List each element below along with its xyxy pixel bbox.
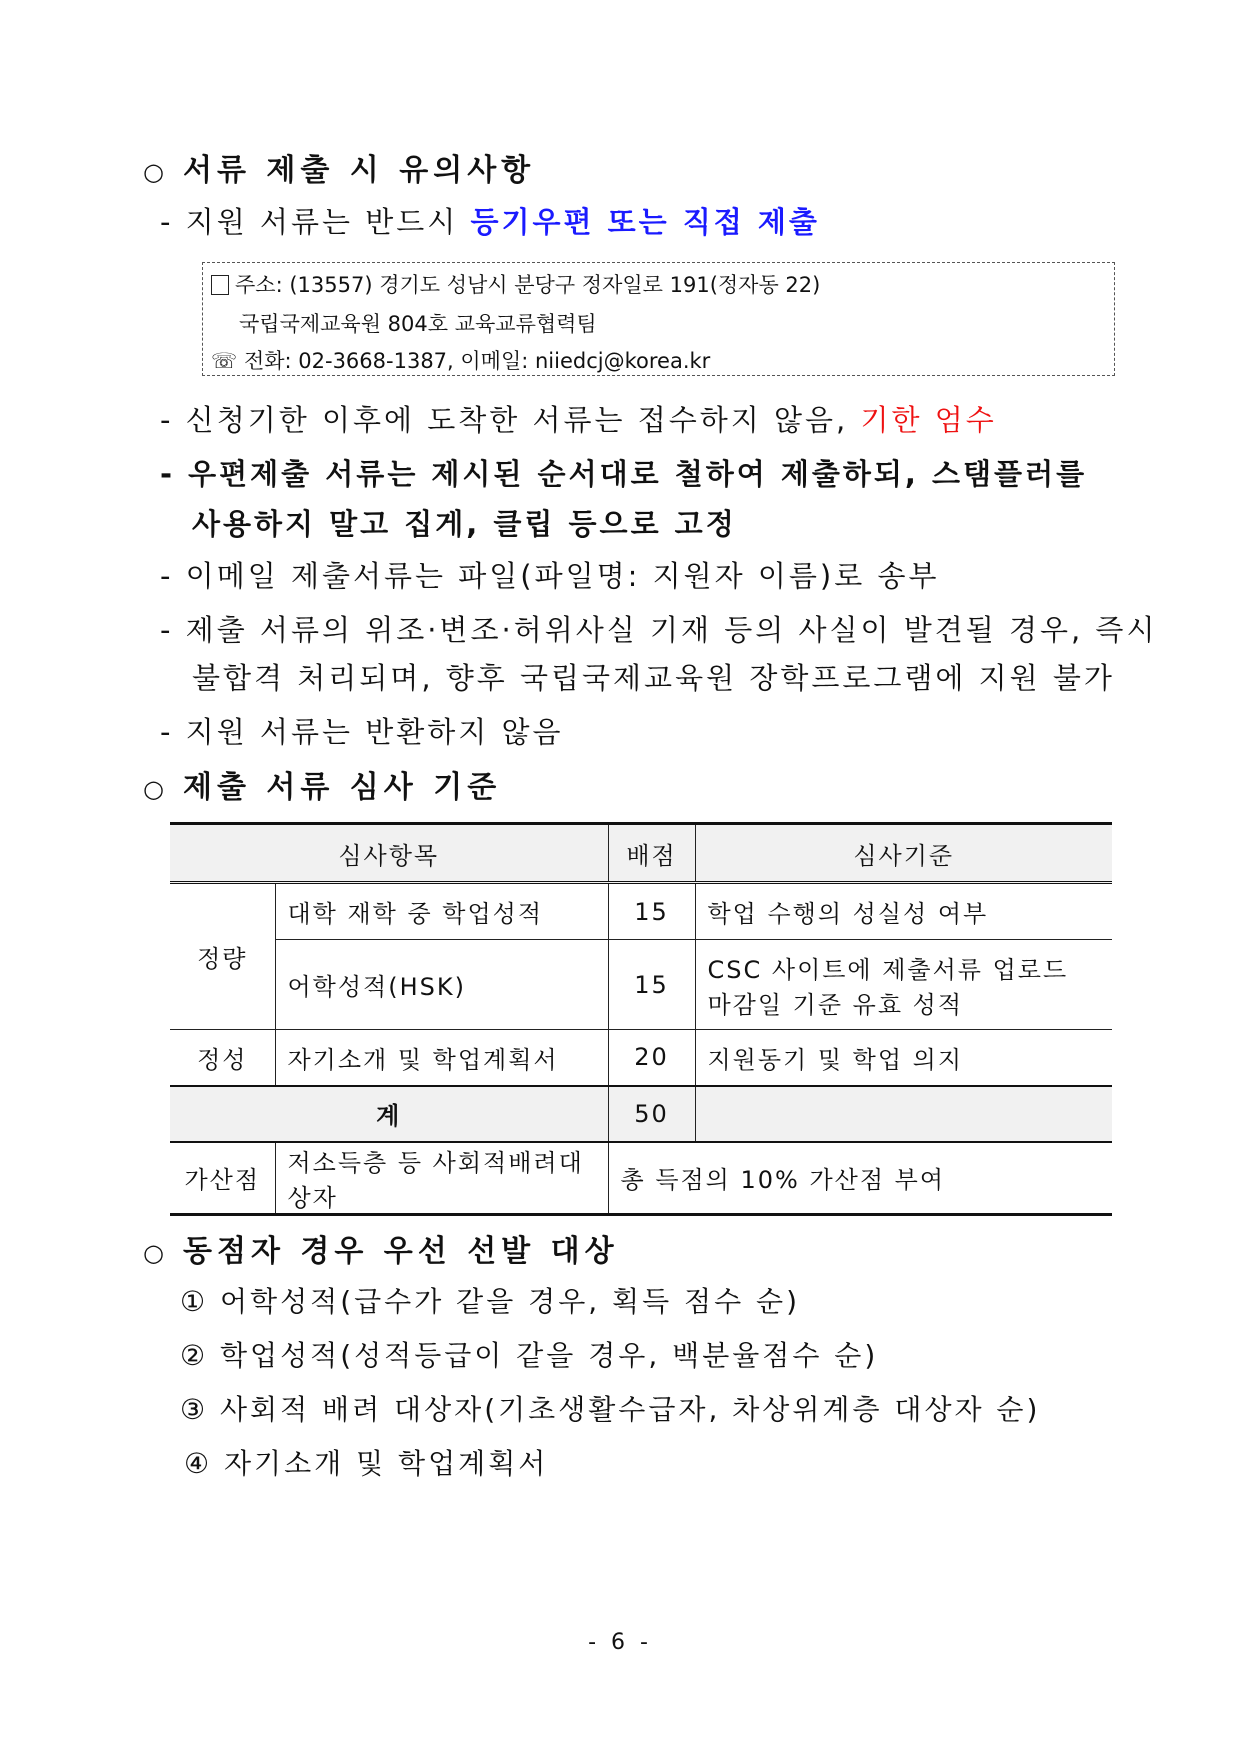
phone-icon: ☏ (211, 349, 238, 373)
row-item: 대학 재학 중 학업성적 (275, 883, 608, 940)
header-score: 배점 (608, 824, 695, 883)
category-qualitative: 정성 (170, 1030, 275, 1086)
total-empty-cell (695, 1086, 1112, 1142)
bullet-circle: ○ (143, 775, 164, 803)
highlight-red: 기한 엄수 (860, 403, 997, 437)
row-score: 20 (608, 1030, 695, 1086)
standard-line: CSC 사이트에 제출서류 업로드 (707, 955, 1069, 984)
row-item: 어학성적(HSK) (275, 940, 608, 1030)
list-item: ① 어학성적(급수가 같을 경우, 획득 점수 순) (180, 1285, 801, 1318)
header-item: 심사항목 (170, 824, 608, 883)
list-item: ③ 사회적 배려 대상자(기초생활수급자, 차상위계층 대상자 순) (180, 1393, 1041, 1426)
standard-line: 마감일 기준 유효 성적 (707, 990, 964, 1019)
address-box (202, 262, 1115, 376)
highlight-blue: 등기우편 또는 직접 제출 (470, 205, 820, 239)
list-item: ④ 자기소개 및 학업계획서 (184, 1447, 549, 1480)
row-standard: 지원동기 및 학업 의지 (695, 1030, 1112, 1086)
bonus-label: 가산점 (170, 1142, 275, 1215)
table-row (170, 940, 1112, 1030)
address-line-1 (211, 269, 820, 299)
category-quantitative: 정량 (170, 883, 275, 1030)
row-item: 자기소개 및 학업계획서 (275, 1030, 608, 1086)
notice-line-submission-method (160, 200, 820, 241)
list-item: ② 학업성적(성적등급이 같을 경우, 백분율점수 순) (180, 1339, 879, 1372)
total-row (170, 1086, 1112, 1142)
section-heading-notice (143, 145, 535, 189)
heading-text: 서류 제출 시 유의사항 (183, 153, 536, 188)
heading-text: 동점자 경우 우선 선발 대상 (183, 1234, 619, 1269)
line-text: - 지원 서류는 반드시 (160, 205, 471, 239)
bonus-row (170, 1142, 1112, 1215)
row-score: 15 (608, 883, 695, 940)
bonus-standard: 총 득점의 10% 가산점 부여 (608, 1142, 1112, 1215)
row-standard: 학업 수행의 성실성 여부 (695, 883, 1112, 940)
notice-line-postal-binding: - 우편제출 서류는 제시된 순서대로 철하여 제출하되, 스탬플러를 (160, 457, 1088, 491)
line-text: - 신청기한 이후에 도착한 서류는 접수하지 않음, (160, 403, 861, 437)
table-row (170, 883, 1112, 940)
address-line-3 (211, 345, 710, 375)
table-row (170, 1030, 1112, 1086)
checkbox-icon (211, 275, 229, 295)
notice-line-forgery: - 제출 서류의 위조·변조·허위사실 기재 등의 사실이 발견될 경우, 즉시 (160, 613, 1158, 647)
address-text: 주소: (13557) 경기도 성남시 분당구 정자일로 191(정자동 22) (235, 273, 821, 297)
total-score: 50 (608, 1086, 695, 1142)
criteria-table (170, 822, 1112, 1216)
section-heading-criteria (143, 762, 501, 806)
bullet-circle: ○ (143, 158, 164, 186)
notice-line-deadline (160, 398, 997, 439)
table-header-row (170, 824, 1112, 883)
address-line-2: 국립국제교육원 804호 교육교류협력팀 (239, 312, 597, 336)
notice-line-postal-binding-cont: 사용하지 말고 집게, 클립 등으로 고정 (192, 507, 737, 541)
bullet-circle: ○ (143, 1239, 164, 1267)
row-score: 15 (608, 940, 695, 1030)
header-standard: 심사기준 (695, 824, 1112, 883)
bonus-item: 저소득층 등 사회적배려대상자 (275, 1142, 608, 1215)
notice-line-no-return: - 지원 서류는 반환하지 않음 (160, 715, 564, 749)
section-heading-tiebreak (143, 1226, 619, 1270)
contact-text: 전화: 02-3668-1387, 이메일: niiedcj@korea.kr (243, 349, 711, 373)
row-standard (695, 940, 1112, 1030)
page-number: - 6 - (588, 1630, 652, 1655)
notice-line-email: - 이메일 제출서류는 파일(파일명: 지원자 이름)로 송부 (160, 559, 940, 593)
total-label: 계 (170, 1086, 608, 1142)
heading-text: 제출 서류 심사 기준 (183, 770, 502, 805)
notice-line-forgery-cont: 불합격 처리되며, 향후 국립국제교육원 장학프로그램에 지원 불가 (192, 661, 1115, 695)
